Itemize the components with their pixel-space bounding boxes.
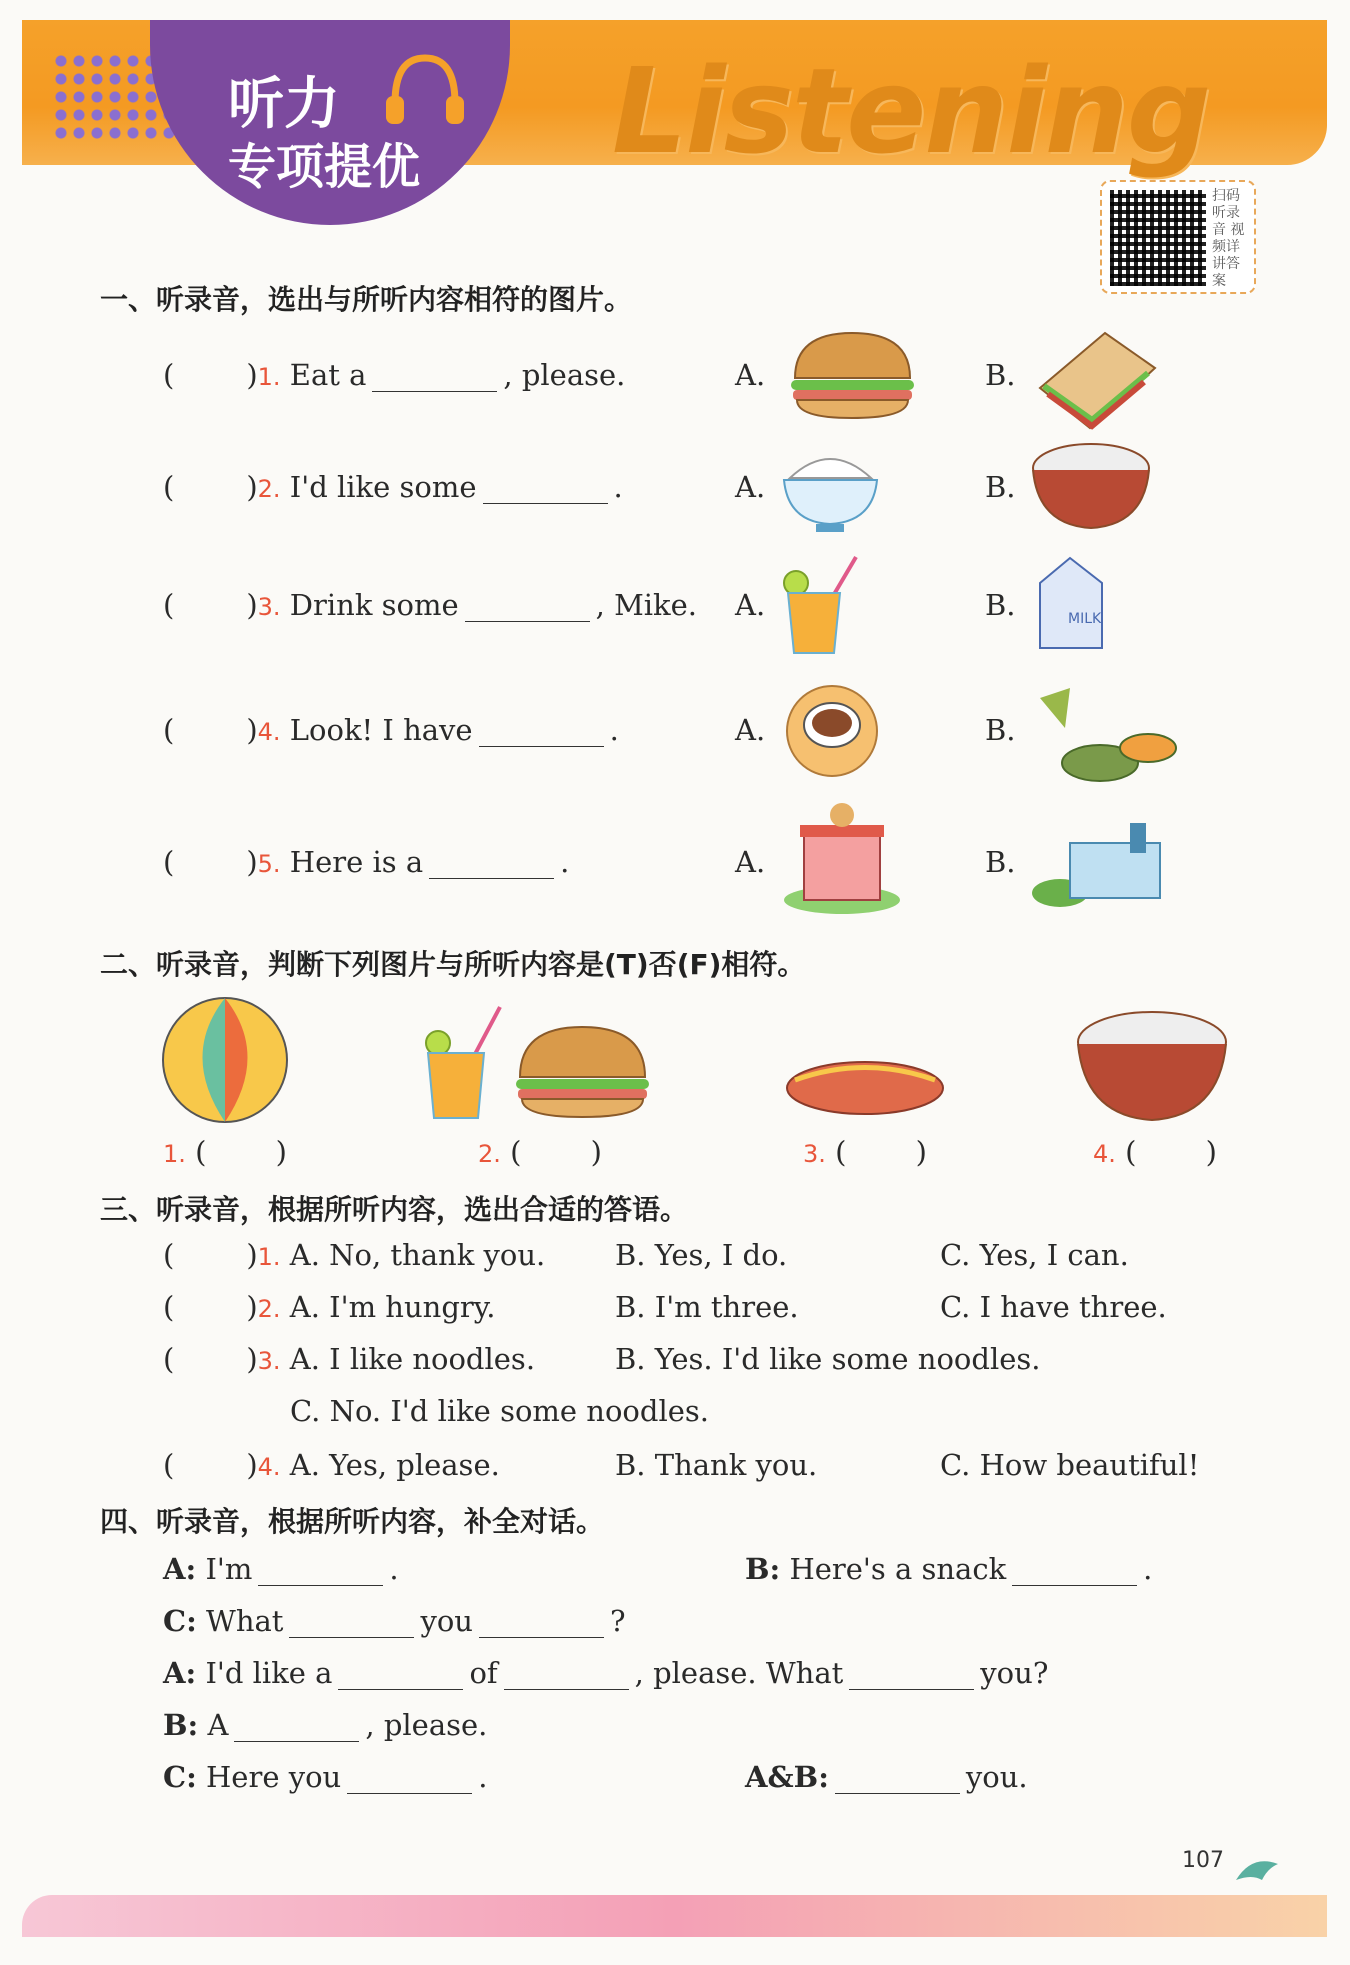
page-title: 听力 [228,72,340,137]
s3-q3-c: C. No. I'd like some noodles. [290,1394,709,1428]
tea-icon [1030,678,1180,788]
milk-label: MILK [1068,611,1102,627]
answer-blank[interactable] [258,1555,383,1586]
s4-line-3: A: I'd like a of , please. What you? [163,1656,1049,1690]
page-number: 107 [1182,1848,1224,1873]
answer-blank[interactable] [234,1711,359,1742]
s1-opt-b: B. [985,845,1016,879]
s2-label-3: 3. ( ) [803,1135,927,1169]
answer-blank[interactable] [504,1659,629,1690]
banner-word: Listening [612,42,1210,180]
library-building-icon [1030,818,1175,908]
section4-heading: 四、听录音，根据所听内容，补全对话。 [100,1505,605,1538]
s2-label-4: 4. ( ) [1093,1135,1217,1169]
s1-item-3: ( )3. Drink some , Mike. [163,588,698,622]
page-subtitle: 专项提优 [228,139,421,195]
juice-glass-icon [420,1003,505,1123]
answer-blank[interactable] [429,848,554,879]
answer-blank[interactable] [835,1763,960,1794]
noodle-bowl-icon [1030,440,1152,535]
headphones-icon [380,48,470,133]
s2-label-1: 1. ( ) [163,1135,287,1169]
s3-q4-b: B. Thank you. [615,1448,818,1482]
s1-opt-b: B. [985,470,1016,504]
answer-blank[interactable] [479,1607,604,1638]
s3-q3-b: B. Yes. I'd like some noodles. [615,1342,1041,1376]
hot-dog-icon [785,1050,945,1120]
s1-item-4: ( )4. Look! I have . [163,713,619,747]
s3-q2-c: C. I have three. [940,1290,1167,1324]
rice-bowl-icon [778,440,883,535]
s1-opt-a: A. [735,845,766,879]
answer-blank[interactable] [849,1659,974,1690]
s1-opt-a: A. [735,470,766,504]
juice-glass-icon [778,553,863,658]
s1-item-2: ( )2. I'd like some . [163,470,623,504]
s1-opt-a: A. [735,713,766,747]
section2-heading: 二、听录音，判断下列图片与所听内容是(T)否(F)相符。 [100,948,806,981]
s4-line-2: C: What you ? [163,1604,626,1638]
answer-blank[interactable] [1012,1555,1137,1586]
qr-caption: 扫码听录音 视频详讲答案 [1212,188,1245,289]
s1-opt-b: B. [985,588,1016,622]
hamburger-icon [785,328,920,423]
qr-code-box[interactable] [1100,180,1256,294]
answer-blank[interactable] [465,591,590,622]
s4-line-5b: A&B: you. [745,1760,1028,1794]
s3-q1-c: C. Yes, I can. [940,1238,1129,1272]
s3-q4: ( )4. A. Yes, please. [163,1448,500,1482]
milk-carton-icon [1030,553,1112,653]
section1-heading: 一、听录音，选出与所听内容相符的图片。 [100,283,633,316]
s1-opt-b: B. [985,713,1016,747]
s3-q2-b: B. I'm three. [615,1290,799,1324]
qr-code-icon [1110,190,1206,286]
s1-opt-a: A. [735,358,766,392]
s1-item-1: ( )1. Eat a , please. [163,358,626,392]
s1-opt-a: A. [735,588,766,622]
s3-q2: ( )2. A. I'm hungry. [163,1290,496,1324]
s4-line-1b: B: Here's a snack . [745,1552,1153,1586]
sandwich-icon [1030,328,1160,433]
answer-blank[interactable] [372,361,497,392]
s1-opt-b: B. [985,358,1016,392]
hamburger-icon [510,1022,655,1122]
s4-line-1a: A: I'm . [163,1552,399,1586]
footer-band [22,1895,1327,1937]
coffee-cup-icon [780,683,885,778]
noodle-bowl-icon [1075,1008,1230,1123]
s3-q4-c: C. How beautiful! [940,1448,1200,1482]
s4-line-4: B: A , please. [163,1708,488,1742]
s2-label-2: 2. ( ) [478,1135,602,1169]
answer-blank[interactable] [289,1607,414,1638]
answer-blank[interactable] [347,1763,472,1794]
beach-ball-icon [160,995,290,1125]
restaurant-building-icon [782,795,902,915]
s3-q1-b: B. Yes, I do. [615,1238,788,1272]
s4-line-5a: C: Here you . [163,1760,488,1794]
s1-item-5: ( )5. Here is a . [163,845,570,879]
section3-heading: 三、听录音，根据所听内容，选出合适的答语。 [100,1193,689,1226]
dolphin-icon [1232,1850,1282,1890]
answer-blank[interactable] [338,1659,463,1690]
s3-q1: ( )1. A. No, thank you. [163,1238,546,1272]
answer-blank[interactable] [479,716,604,747]
answer-blank[interactable] [483,473,608,504]
s3-q3: ( )3. A. I like noodles. [163,1342,536,1376]
